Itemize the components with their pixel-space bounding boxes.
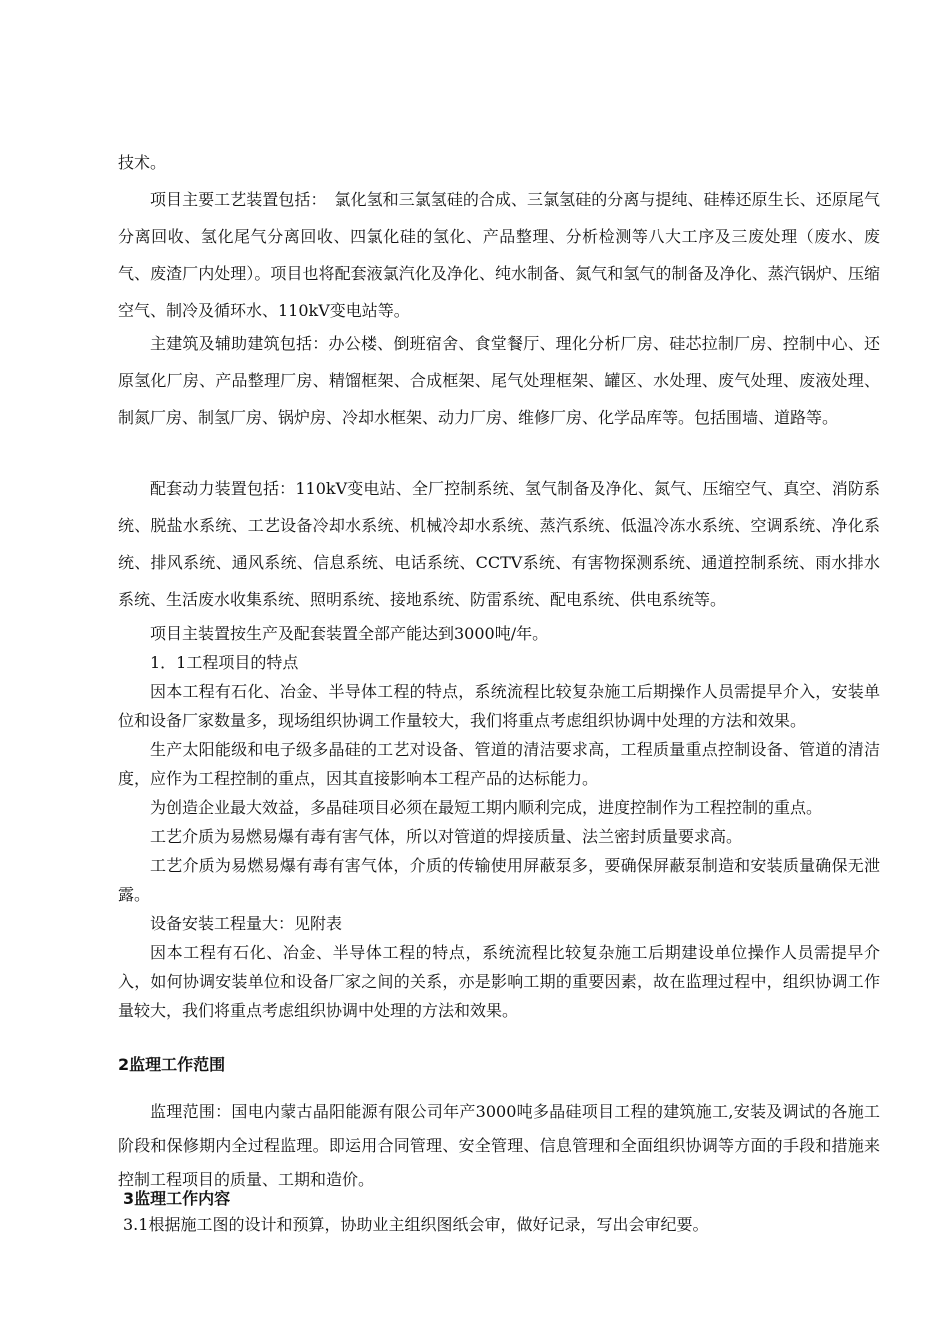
paragraph-feature-welding: 工艺介质为易燃易爆有毒有害气体，所以对管道的焊接质量、法兰密封质量要求高。 <box>150 827 743 846</box>
subheading-project-features: 1．1工程项目的特点 <box>150 653 299 672</box>
paragraph-power-units: 配套动力装置包括：110kV变电站、全厂控制系统、氢气制备及净化、氮气、压缩空气、真空、消防系统、脱盐水系统、工艺设备冷却水系统、机械冷却水系统、蒸汽系统、低温冷冻水系统、空调系统、净化系统、排风系统、通风系统、信息系统、电话系统、CCTV系统、有害物探测系统、通道控制系统、雨水排水系统、生活废水收集系统、照明系统、接地系统、防雷系统、配电系统、供电系统等。 <box>118 479 880 609</box>
paragraph-owner-coordination: 因本工程有石化、冶金、半导体工程的特点，系统流程比较复杂施工后期建设单位操作人员需提早介入，如何协调安装单位和设备厂家之间的关系，亦是影响工期的重要因素，故在监理过程中，组织协调工作量较大，我们将重点考虑组织协调中处理的方法和效果。 <box>118 943 880 1020</box>
paragraph-feature-schedule: 为创造企业最大效益，多晶硅项目必须在最短工期内顺利完成，进度控制作为工程控制的重点。 <box>150 798 823 817</box>
paragraph-buildings: 主建筑及辅助建筑包括：办公楼、倒班宿舍、食堂餐厅、理化分析厂房、硅芯拉制厂房、控制中心、还原氢化厂房、产品整理厂房、精馏框架、合成框架、尾气处理框架、罐区、水处理、废气处理、废液处理、制氮厂房、制氢厂房、锅炉房、冷却水框架、动力厂房、维修厂房、化学品库等。包括围墙、道路等。 <box>118 334 880 427</box>
paragraph-feature-coordination: 因本工程有石化、冶金、半导体工程的特点，系统流程比较复杂施工后期操作人员需提早介入，安装单位和设备厂家数量多，现场组织协调工作量较大，我们将重点考虑组织协调中处理的方法和效果。 <box>118 682 880 730</box>
paragraph-item-3-1: 3.1根据施工图的设计和预算，协助业主组织图纸会审，做好记录，写出会审纪要。 <box>123 1215 709 1234</box>
section-heading-content: 3监理工作内容 <box>123 1189 231 1208</box>
section-heading-scope: 2监理工作范围 <box>118 1055 226 1074</box>
paragraph-process-units: 项目主要工艺装置包括： 氯化氢和三氯氢硅的合成、三氯氢硅的分离与提纯、硅棒还原生长、还原尾气分离回收、氢化尾气分离回收、四氯化硅的氢化、产品整理、分析检测等八大工序及三废处理（废水、废气、废渣厂内处理）。项目也将配套液氯汽化及净化、纯水制备、氮气和氢气的制备及净化、蒸汽锅炉、压缩空气、制冷及循环水、110kV变电站等。 <box>118 190 880 320</box>
paragraph-feature-pumps: 工艺介质为易燃易爆有毒有害气体，介质的传输使用屏蔽泵多，要确保屏蔽泵制造和安装质量确保无泄露。 <box>118 856 880 904</box>
paragraph-supervision-scope: 监理范围：国电内蒙古晶阳能源有限公司年产3000吨多晶硅项目工程的建筑施工,安装及调试的各施工阶段和保修期内全过程监理。即运用合同管理、安全管理、信息管理和全面组织协调等方面的手段和措施来控制工程项目的质量、工期和造价。 <box>118 1102 880 1189</box>
paragraph-feature-cleanliness: 生产太阳能级和电子级多晶硅的工艺对设备、管道的清洁要求高，工程质量重点控制设备、管道的清洁度，应作为工程控制的重点，因其直接影响本工程产品的达标能力。 <box>118 740 880 788</box>
paragraph-equipment-volume: 设备安装工程量大：见附表 <box>150 914 343 933</box>
paragraph-capacity: 项目主装置按生产及配套装置全部产能达到3000吨/年。 <box>150 624 549 643</box>
paragraph-continuation: 技术。 <box>118 153 167 172</box>
